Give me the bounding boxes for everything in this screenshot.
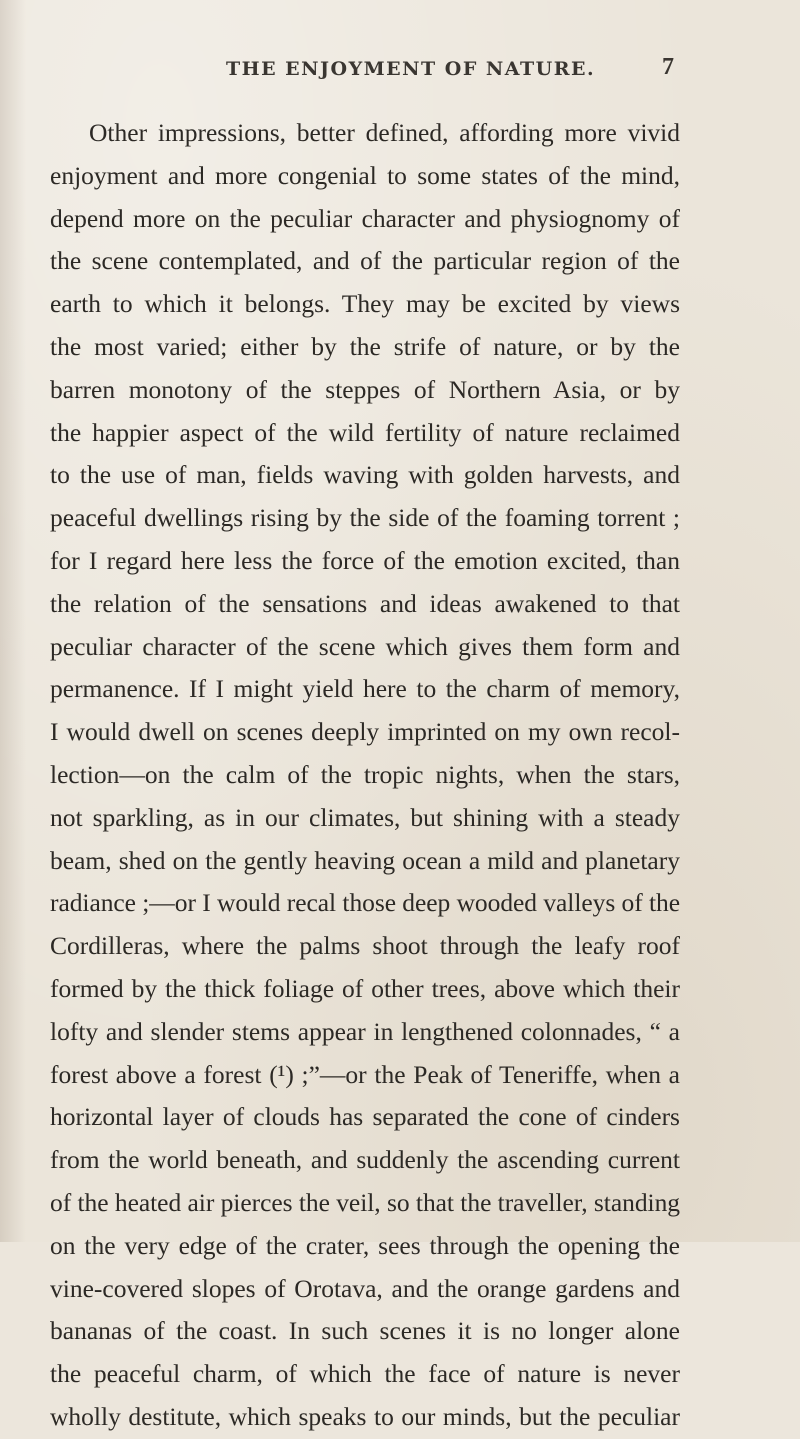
text-line: Cordilleras, where the palms shoot through the leafy roof (50, 931, 680, 961)
running-head: THE ENJOYMENT OF NATURE. (226, 58, 596, 80)
text-line: the most varied; either by the strife of nature, or by the (50, 331, 680, 361)
text-line: I would dwell on scenes deeply imprinted on my own recol- (50, 717, 680, 747)
text-line: lofty and slender stems appear in lengthened colonnades, “ a (50, 1016, 680, 1046)
text-line: permanence. If I might yield here to the charm of memory, (50, 674, 680, 704)
text-line: forest above a forest (¹) ;”—or the Peak of Teneriffe, when a (50, 1059, 680, 1089)
text-line: barren monotony of the steppes of Northern Asia, or by (50, 374, 680, 404)
text-line: wholly destitute, which speaks to our minds, but the peculiar (50, 1401, 680, 1431)
text-line: beam, shed on the gently heaving ocean a mild and planetary (50, 845, 680, 875)
text-line: bananas of the coast. In such scenes it is no longer alone (50, 1316, 680, 1346)
text-line: the peaceful charm, of which the face of nature is never (50, 1359, 680, 1389)
page-number: 7 (662, 54, 674, 80)
text-line: peculiar character of the scene which gives them form and (50, 631, 680, 661)
text-line: vine-covered slopes of Orotava, and the orange gardens and (50, 1273, 680, 1303)
text-line: on the very edge of the crater, sees through the opening the (50, 1230, 680, 1260)
text-line: of the heated air pierces the veil, so that the traveller, standing (50, 1187, 680, 1217)
text-line: the scene contemplated, and of the particular region of the (50, 246, 680, 276)
page-edge-shadow (0, 0, 26, 1242)
text-line: formed by the thick foliage of other trees, above which their (50, 973, 680, 1003)
page-header (0, 50, 800, 90)
text-line: peaceful dwellings rising by the side of the foaming torrent ; (50, 503, 680, 533)
text-line: to the use of man, fields waving with golden harvests, and (50, 460, 680, 490)
text-line: for I regard here less the force of the emotion excited, than (50, 545, 680, 575)
text-line: the happier aspect of the wild fertility of nature reclaimed (50, 417, 680, 447)
text-line: Other impressions, better defined, affording more vivid (89, 118, 680, 147)
text-line: radiance ;—or I would recal those deep wooded valleys of the (50, 888, 680, 918)
text-line: earth to which it belongs. They may be excited by views (50, 289, 680, 319)
text-line: the relation of the sensations and ideas awakened to that (50, 588, 680, 618)
body-paragraph (50, 112, 680, 1439)
text-line: horizontal layer of clouds has separated the cone of cinders (50, 1102, 680, 1132)
text-line: lection—on the calm of the tropic nights, when the stars, (50, 759, 680, 789)
text-line: enjoyment and more congenial to some states of the mind, (50, 160, 680, 190)
text-line: from the world beneath, and suddenly the ascending current (50, 1145, 680, 1175)
text-line: not sparkling, as in our climates, but shining with a steady (50, 802, 680, 832)
text-line: depend more on the peculiar character and physiognomy of (50, 203, 680, 233)
